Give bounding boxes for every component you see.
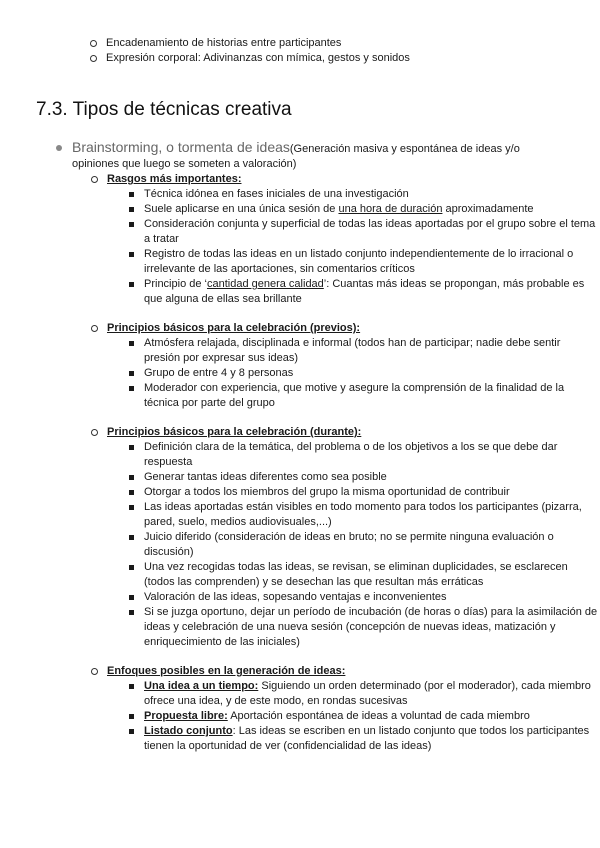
section-list xyxy=(144,336,599,411)
main-list-item xyxy=(72,139,598,754)
section-title-item xyxy=(107,321,565,411)
section-principios-durante xyxy=(107,425,598,664)
list-item: Suele aplicarse en una única sesión de una hora de duración aproximadamente xyxy=(144,202,599,217)
section-title-item xyxy=(107,172,596,307)
list-item-text: Encadenamiento de historias entre participantes xyxy=(106,37,342,49)
list-item: Atmósfera relajada, disciplinada e informal (todos han de participar; nadie debe sentir presión por expresar sus ideas) xyxy=(144,336,599,366)
list-item: Grupo de entre 4 y 8 personas xyxy=(144,366,599,381)
section-enfoques xyxy=(107,664,591,754)
main-item-title: Brainstorming, o tormenta de ideas xyxy=(72,139,290,155)
list-item: Técnica idónea en fases iniciales de una investigación xyxy=(144,187,599,202)
list-item xyxy=(106,36,566,51)
section-title-item xyxy=(107,425,598,650)
section-title-item xyxy=(107,664,591,754)
section-heading: 7.3. Tipos de técnicas creativa xyxy=(36,99,292,120)
list-item: Una idea a un tiempo: Siguiendo un orden determinado (por el moderador), cada miembro ofrece una idea, y de este modo, en rondas sucesivas xyxy=(144,679,599,709)
main-item-description: (Generación masiva y espontánea de ideas y/o opiniones que luego se someten a valoración) xyxy=(72,143,520,170)
list-item xyxy=(106,51,566,66)
list-item: Registro de todas las ideas en un listado conjunto independientemente de lo irracional o irrelevante de las aportaciones, sin comentarios críticos xyxy=(144,247,599,277)
list-item: Listado conjunto: Las ideas se escriben en un listado conjunto que todos los participantes tienen la oportunidad de ver (confidencialidad de las ideas) xyxy=(144,724,599,754)
list-item: Consideración conjunta y superficial de todas las ideas aportadas por el grupo sobre el tema a tratar xyxy=(144,217,599,247)
list-item: Juicio diferido (consideración de ideas en bruto; no se permite ninguna evaluación o discusión) xyxy=(144,530,599,560)
section-title: Principios básicos para la celebración (durante): xyxy=(107,426,362,438)
section-title: Enfoques posibles en la generación de ideas: xyxy=(107,665,346,677)
section-rasgos xyxy=(107,172,596,321)
section-list xyxy=(144,187,599,307)
main-bullet-list xyxy=(72,139,598,754)
list-item: Otorgar a todos los miembros del grupo la misma oportunidad de contribuir xyxy=(144,485,599,500)
section-list xyxy=(144,440,599,650)
list-item: Generar tantas ideas diferentes como sea posible xyxy=(144,470,599,485)
list-item-text: Expresión corporal: Adivinanzas con mímica, gestos y sonidos xyxy=(106,52,410,64)
section-list xyxy=(144,679,599,754)
section-principios-previos xyxy=(107,321,565,425)
list-item: Moderador con experiencia, que motive y asegure la comprensión de la finalidad de la técnica por parte del grupo xyxy=(144,381,599,411)
list-item: Una vez recogidas todas las ideas, se revisan, se eliminan duplicidades, se esclarecen (todos las comprenden) y se desechan las que resultan más erráticas xyxy=(144,560,599,590)
section-title: Principios básicos para la celebración (previos): xyxy=(107,322,361,334)
list-item: Definición clara de la temática, del problema o de los objetivos a los se que debe dar respuesta xyxy=(144,440,599,470)
list-item: Principio de ‘cantidad genera calidad’: Cuantas más ideas se propongan, más probable es que alguna de ellas sea brillante xyxy=(144,277,599,307)
list-item: Propuesta libre: Aportación espontánea de ideas a voluntad de cada miembro xyxy=(144,709,599,724)
top-bullet-list xyxy=(106,36,566,66)
list-item: Valoración de las ideas, sopesando ventajas e inconvenientes xyxy=(144,590,599,605)
list-item: Si se juzga oportuno, dejar un período de incubación (de horas o días) para la asimilación de ideas y celebración de una nueva sesión (concepción de nuevas ideas, matización y enriquecimiento de las iniciales) xyxy=(144,606,598,648)
list-item: Las ideas aportadas están visibles en todo momento para todos los participantes (pizarra, pared, suelo, medios audiovisuales,...) xyxy=(144,500,599,530)
section-title: Rasgos más importantes: xyxy=(107,173,242,185)
main-content xyxy=(72,139,598,754)
